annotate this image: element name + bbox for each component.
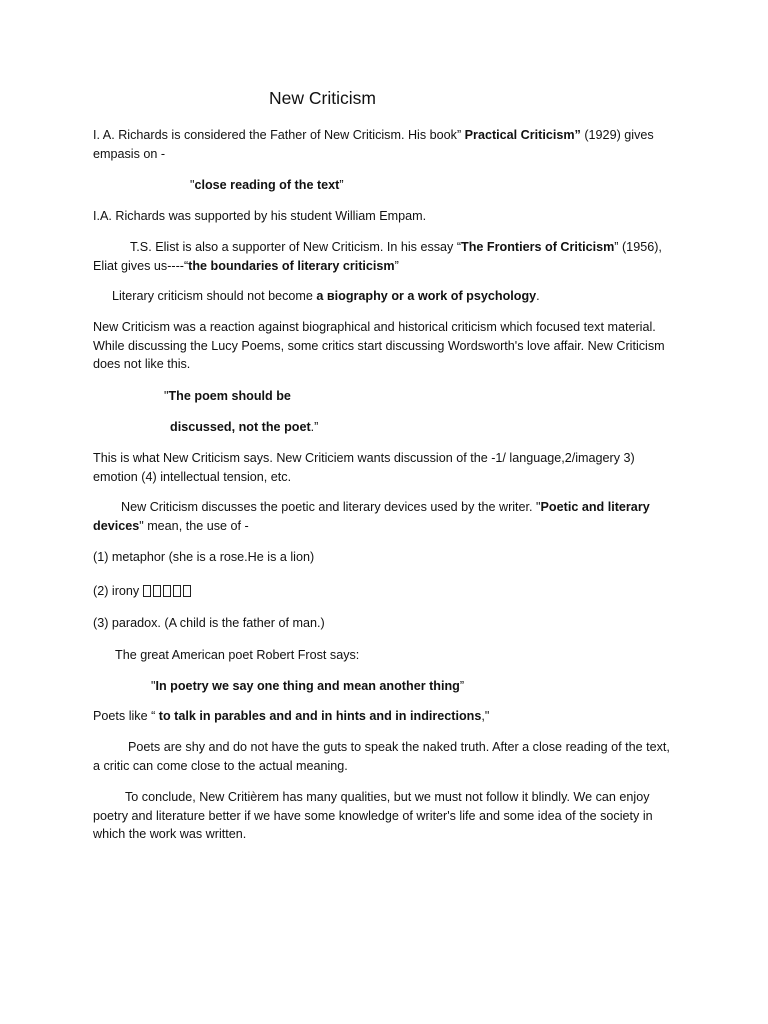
emphasis-text: a віography or a work of psychology <box>316 289 537 303</box>
list-item-metaphor: (1) metaphor (she is a rose.He is a lion) <box>93 550 315 564</box>
text-run: (1929) gives empasis on - <box>93 128 654 161</box>
list-item-irony <box>93 582 193 601</box>
quote-text: In poetry we say one thing and mean another thing <box>155 679 460 693</box>
missing-glyph-icon <box>143 584 193 598</box>
text-run: .” <box>310 420 319 434</box>
text-run: " <box>190 178 195 192</box>
quote-text: to talk in parables and and in hints and in indirections <box>158 709 482 723</box>
quote-text: The poem should be <box>168 389 291 403</box>
text-run: ” <box>339 178 344 192</box>
quote-text: the boundaries of literary criticism <box>188 258 395 273</box>
text-run: (2) irony <box>93 584 140 598</box>
paragraph-discussion: This is what New Criticism says. New Criticiem wants discussion of the -1/ language,2/imagery 3) emotion (4) intellectual tension, etc. <box>93 451 635 484</box>
list-item-paradox: (3) paradox. (A child is the father of man.) <box>93 616 325 630</box>
text-run: T.S. Elist is also a supporter of New Criticism. In his essay “ <box>130 240 462 254</box>
paragraph-devices <box>93 498 678 535</box>
paragraph-conclusion: To conclude, New Critièrem has many qualities, but we must not follow it blindly. We can enjoy poetry and literature better if we have some knowledge of writer's life and some idea of the society in which the work was written. <box>93 790 653 842</box>
text-run: ” <box>394 258 399 273</box>
book-title: Practical Criticism” <box>464 128 581 142</box>
text-run: Poets like “ <box>93 709 159 723</box>
text-run: ," <box>481 709 490 723</box>
paragraph-poets-like <box>93 707 489 726</box>
quote-close-reading <box>190 176 344 195</box>
paragraph-literary-criticism <box>112 287 540 306</box>
text-run: I. A. Richards is considered the Father of New Criticism. His book” <box>93 128 465 142</box>
text-run: ” <box>459 679 465 693</box>
text-run: " <box>151 679 156 693</box>
text-run: " <box>164 389 169 403</box>
paragraph-richards <box>93 126 678 163</box>
paragraph-empam: I.A. Richards was supported by his student William Empam. <box>93 209 427 223</box>
quote-poem-line2 <box>170 418 318 437</box>
paragraph-poets-shy: Poets are shy and do not have the guts to speak the naked truth. After a close reading of the text, a critic can come close to the actual meaning. <box>93 740 670 773</box>
text-run: New Criticism discusses the poetic and literary devices used by the writer. " <box>121 500 541 514</box>
quote-text: close reading of the text <box>194 178 340 192</box>
quote-frost <box>151 677 464 696</box>
paragraph-frost: The great American poet Robert Frost says: <box>115 648 360 662</box>
text-run: ” (1956), Eliat gives us----“ <box>93 240 662 273</box>
document-title: New Criticism <box>269 88 376 108</box>
essay-title: The Frontiers of Criticism <box>461 240 615 254</box>
text-run: Literary criticism should not become <box>112 289 317 303</box>
paragraph-reaction: New Criticism was a reaction against biographical and historical criticism which focused text material. While discussing the Lucy Poems, some critics start discussing Wordsworth's love affair. New Criticism does not like this. <box>93 320 665 372</box>
text-run: . <box>536 289 540 303</box>
quote-poem-line1 <box>164 387 291 406</box>
paragraph-eliot <box>93 238 678 275</box>
text-run: " mean, the use of - <box>139 518 249 533</box>
emphasis-text: Poetic and literary devices <box>93 500 650 533</box>
quote-text: discussed, not the poet <box>170 420 311 434</box>
